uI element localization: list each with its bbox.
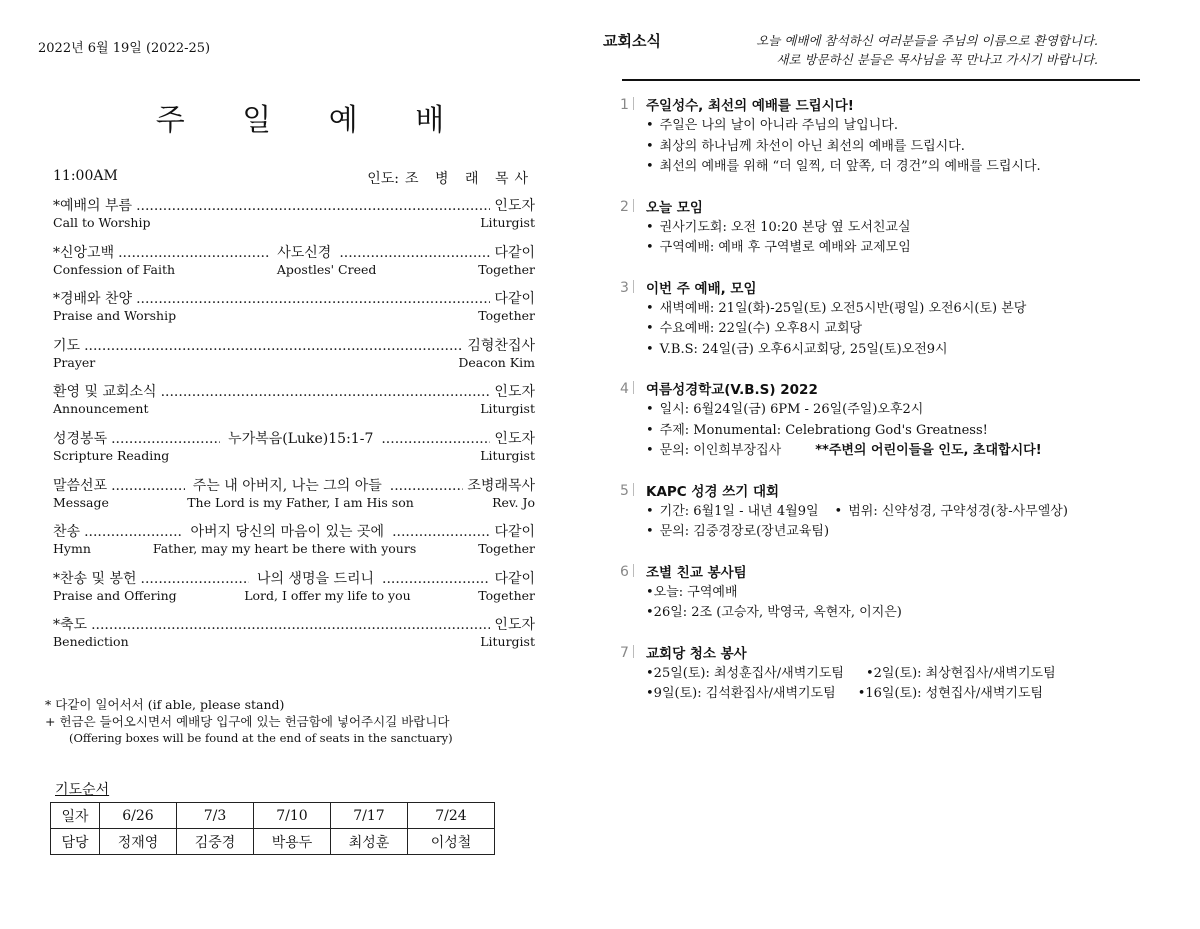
service-notes xyxy=(45,696,453,747)
table-cell: 정재영 xyxy=(100,829,177,855)
table-cell: 6/26 xyxy=(100,803,177,829)
item-korean: 기도 xyxy=(53,337,81,354)
section-title: 이번 주 예배, 모임 xyxy=(646,280,757,297)
item-detail: 사도신경 xyxy=(277,244,332,261)
item-responsible-english: Liturgist xyxy=(480,401,535,417)
church-news-page xyxy=(600,0,1200,929)
item-korean: 찬송 xyxy=(53,524,81,541)
item-responsible: 인도자 xyxy=(494,198,535,214)
item-responsible-english: Liturgist xyxy=(480,215,535,230)
list-item: • 문의: 김중경장로(장년교육팀) xyxy=(646,524,830,539)
news-section-7 xyxy=(618,644,1188,705)
section-number: 3 xyxy=(620,280,634,296)
worship-item xyxy=(53,291,535,338)
bulletin-date: 2022년 6월 19일 (2022-25) xyxy=(38,41,211,56)
item-korean: *축도 xyxy=(53,617,88,634)
item-responsible: 인도자 xyxy=(494,384,535,401)
service-time: 11:00AM xyxy=(53,168,118,184)
dot-leader xyxy=(381,431,490,448)
item-korean: 성경봉독 xyxy=(53,430,108,447)
list-item: • 새벽예배: 21일(화)-25일(토) 오전5시반(평일) 오전6시(토) 본당 xyxy=(646,300,1027,316)
item-responsible-english: Liturgist xyxy=(480,634,535,650)
note-offering: + 헌금은 들어오시면서 예배당 입구에 있는 헌금함에 넣어주시길 바랍니다 xyxy=(45,714,450,729)
section-number: 2 xyxy=(620,199,634,215)
item-detail: 아버지 당신의 마음이 있는 곳에 xyxy=(190,524,385,541)
list-item: • 주제: Monumental: Celebrationg God's Greatness! xyxy=(646,422,988,438)
dot-leader xyxy=(392,524,490,541)
item-detail-english: The Lord is my Father, I am His son xyxy=(187,494,414,510)
dot-leader xyxy=(91,617,490,634)
table-row xyxy=(51,803,495,829)
item-english: Praise and Worship xyxy=(53,308,177,324)
item-responsible: 다같이 xyxy=(494,524,536,541)
list-item: • 주일은 나의 날이 아니라 주님의 날입니다. xyxy=(646,118,898,133)
table-cell: 담당 xyxy=(51,829,100,855)
table-cell: 일자 xyxy=(51,803,100,829)
news-section-3 xyxy=(618,279,1188,361)
item-detail-english: Lord, I offer my life to you xyxy=(244,587,411,603)
item-responsible: 다같이 xyxy=(494,570,536,587)
list-item: • 일시: 6월24일(금) 6PM - 26일(주일)오후2시 xyxy=(646,402,924,417)
list-item: • 수요예배: 22일(수) 오후8시 교회당 xyxy=(646,321,863,336)
section-number: 6 xyxy=(620,564,634,580)
section-number: 7 xyxy=(620,645,634,661)
item-responsible: 김형찬집사 xyxy=(467,337,535,354)
welcome-line-1: 오늘 예배에 참석하신 여러분들을 주님의 이름으로 환영합니다. xyxy=(756,33,1098,48)
worship-item xyxy=(53,384,535,431)
item-english: Announcement xyxy=(53,401,149,417)
worship-item xyxy=(53,198,535,245)
item-english: Hymn xyxy=(53,541,91,557)
item-english: Confession of Faith xyxy=(53,261,176,277)
dot-leader xyxy=(84,338,463,355)
table-row xyxy=(51,829,495,855)
item-english: Prayer xyxy=(53,354,96,370)
item-korean: *경배와 찬양 xyxy=(53,291,133,308)
item-detail-english xyxy=(150,215,480,230)
worship-item xyxy=(53,617,535,664)
item-korean: 말씀선포 xyxy=(53,477,108,494)
table-cell: 7/24 xyxy=(408,803,495,829)
item-english: Scripture Reading xyxy=(53,447,170,463)
item-detail: 누가복음(Luke)15:1-7 xyxy=(228,430,374,447)
dot-leader xyxy=(339,245,490,262)
item-detail: 주는 내 아버지, 나는 그의 아들 xyxy=(192,477,382,494)
item-detail-english: Father, may my heart be there with yours xyxy=(152,541,417,557)
dot-leader xyxy=(382,571,490,588)
list-item: • 문의: 이인희부장집사 **주변의 어린이들을 인도, 초대합시다! xyxy=(646,443,1042,458)
item-responsible: 인도자 xyxy=(494,430,535,447)
list-item: •오늘: 구역예배 xyxy=(646,584,738,600)
list-item: • V.B.S: 24일(금) 오후6시교회당, 25일(토)오전9시 xyxy=(646,341,948,357)
header-divider xyxy=(622,79,1140,81)
item-responsible-english: Deacon Kim xyxy=(458,354,535,370)
dot-leader xyxy=(118,245,269,262)
page-title: 주 일 예 배 xyxy=(155,103,469,138)
news-section-2 xyxy=(618,198,1188,259)
item-detail-english xyxy=(148,401,480,416)
news-section-4 xyxy=(618,380,1188,462)
item-detail-english xyxy=(129,634,481,649)
prayer-schedule-title: 기도순서 xyxy=(55,782,110,798)
dot-leader xyxy=(111,431,220,448)
table-cell: 이성철 xyxy=(408,829,495,855)
table-cell: 박용두 xyxy=(254,829,331,855)
dot-leader xyxy=(141,571,249,588)
worship-item xyxy=(53,524,535,571)
item-korean: 환영 및 교회소식 xyxy=(53,384,157,401)
item-responsible-english: Liturgist xyxy=(480,447,535,463)
table-cell: 7/10 xyxy=(254,803,331,829)
item-responsible: 다같이 xyxy=(494,244,536,261)
item-english: Message xyxy=(53,494,109,510)
worship-item xyxy=(53,338,535,385)
item-responsible-english: Together xyxy=(478,587,535,603)
item-responsible: 인도자 xyxy=(494,617,535,634)
worship-item xyxy=(53,571,535,618)
table-cell: 7/17 xyxy=(331,803,408,829)
list-item: • 기간: 6월1일 - 내년 4월9일 • 범위: 신약성경, 구약성경(창-사무엘상) xyxy=(646,503,1068,519)
dot-leader xyxy=(111,478,185,495)
table-cell: 김중경 xyxy=(177,829,254,855)
list-item: •9일(토): 김석환집사/새벽기도팀 •16일(토): 성현집사/새벽기도팀 xyxy=(646,686,1044,701)
list-item: • 권사기도회: 오전 10:20 본당 옆 도서친교실 xyxy=(646,219,911,235)
section-title: 오늘 모임 xyxy=(646,199,703,216)
list-item: • 최선의 예배를 위해 “더 일찍, 더 앞쪽, 더 경건”의 예배를 드립시다. xyxy=(646,159,1041,174)
item-detail-english: Apostles' Creed xyxy=(276,261,377,277)
item-korean: *신앙고백 xyxy=(53,244,115,261)
item-responsible-english: Rev. Jo xyxy=(492,494,535,510)
welcome-message xyxy=(756,31,1098,69)
section-number: 4 xyxy=(620,381,634,397)
news-section-6 xyxy=(618,563,1188,624)
leader-name: 조 병 래 목사 xyxy=(405,171,534,187)
note-offering-english: (Offering boxes will be found at the end of seats in the sanctuary) xyxy=(69,731,453,745)
dot-leader xyxy=(161,384,491,401)
service-leader xyxy=(367,168,534,188)
item-korean: *찬송 및 봉헌 xyxy=(53,570,137,587)
worship-item xyxy=(53,245,535,292)
news-sections xyxy=(618,96,1188,725)
section-title: 주일성수, 최선의 예배를 드립시다! xyxy=(646,98,854,114)
section-title: 조별 친교 봉사팀 xyxy=(646,564,747,581)
list-item: • 최상의 하나님께 차선이 아닌 최선의 예배를 드립시다. xyxy=(646,138,965,154)
news-section-1 xyxy=(618,96,1188,178)
section-title: 여름성경학교(V.B.S) 2022 xyxy=(646,382,818,398)
news-title: 교회소식 xyxy=(603,32,661,50)
item-responsible-english: Together xyxy=(478,308,535,324)
section-number: 5 xyxy=(620,483,634,499)
table-cell: 최성훈 xyxy=(331,829,408,855)
item-english: Call to Worship xyxy=(53,215,151,230)
dot-leader xyxy=(136,291,490,308)
vbs-invitation: **주변의 어린이들을 인도, 초대합시다! xyxy=(815,443,1042,458)
item-responsible: 조병래목사 xyxy=(467,477,536,494)
list-item: •25일(토): 최성훈집사/새벽기도팀 •2일(토): 최상현집사/새벽기도팀 xyxy=(646,665,1056,681)
item-detail-english xyxy=(169,448,480,463)
item-english: Benediction xyxy=(53,634,129,650)
item-responsible-english: Together xyxy=(478,541,535,557)
item-responsible-english: Together xyxy=(478,261,535,277)
worship-item xyxy=(53,478,535,525)
item-detail: 나의 생명을 드리니 xyxy=(256,570,375,587)
news-section-5 xyxy=(618,482,1188,543)
dot-leader xyxy=(136,198,490,215)
item-detail-english xyxy=(95,355,458,370)
item-responsible: 다같이 xyxy=(494,291,535,308)
item-korean: *예배의 부름 xyxy=(53,198,133,214)
table-cell: 7/3 xyxy=(177,803,254,829)
prayer-schedule-table xyxy=(50,802,495,855)
worship-item xyxy=(53,431,535,478)
order-of-worship xyxy=(53,198,535,664)
dot-leader xyxy=(84,524,182,541)
list-item: •26일: 2조 (고승자, 박영국, 옥현자, 이지은) xyxy=(646,605,902,620)
leader-label: 인도: xyxy=(367,171,400,187)
dot-leader xyxy=(390,478,464,495)
list-item: • 구역예배: 예배 후 구역별로 예배와 교제모임 xyxy=(646,240,911,255)
welcome-line-2: 새로 방문하신 분들은 목사님을 꼭 만나고 가시기 바랍니다. xyxy=(776,52,1098,67)
item-english: Praise and Offering xyxy=(53,587,177,603)
item-detail-english xyxy=(176,308,478,323)
section-title: KAPC 성경 쓰기 대회 xyxy=(646,483,780,500)
note-stand: * 다같이 일어서서 (if able, please stand) xyxy=(45,697,285,712)
section-number: 1 xyxy=(620,97,634,113)
section-title: 교회당 청소 봉사 xyxy=(646,645,747,662)
